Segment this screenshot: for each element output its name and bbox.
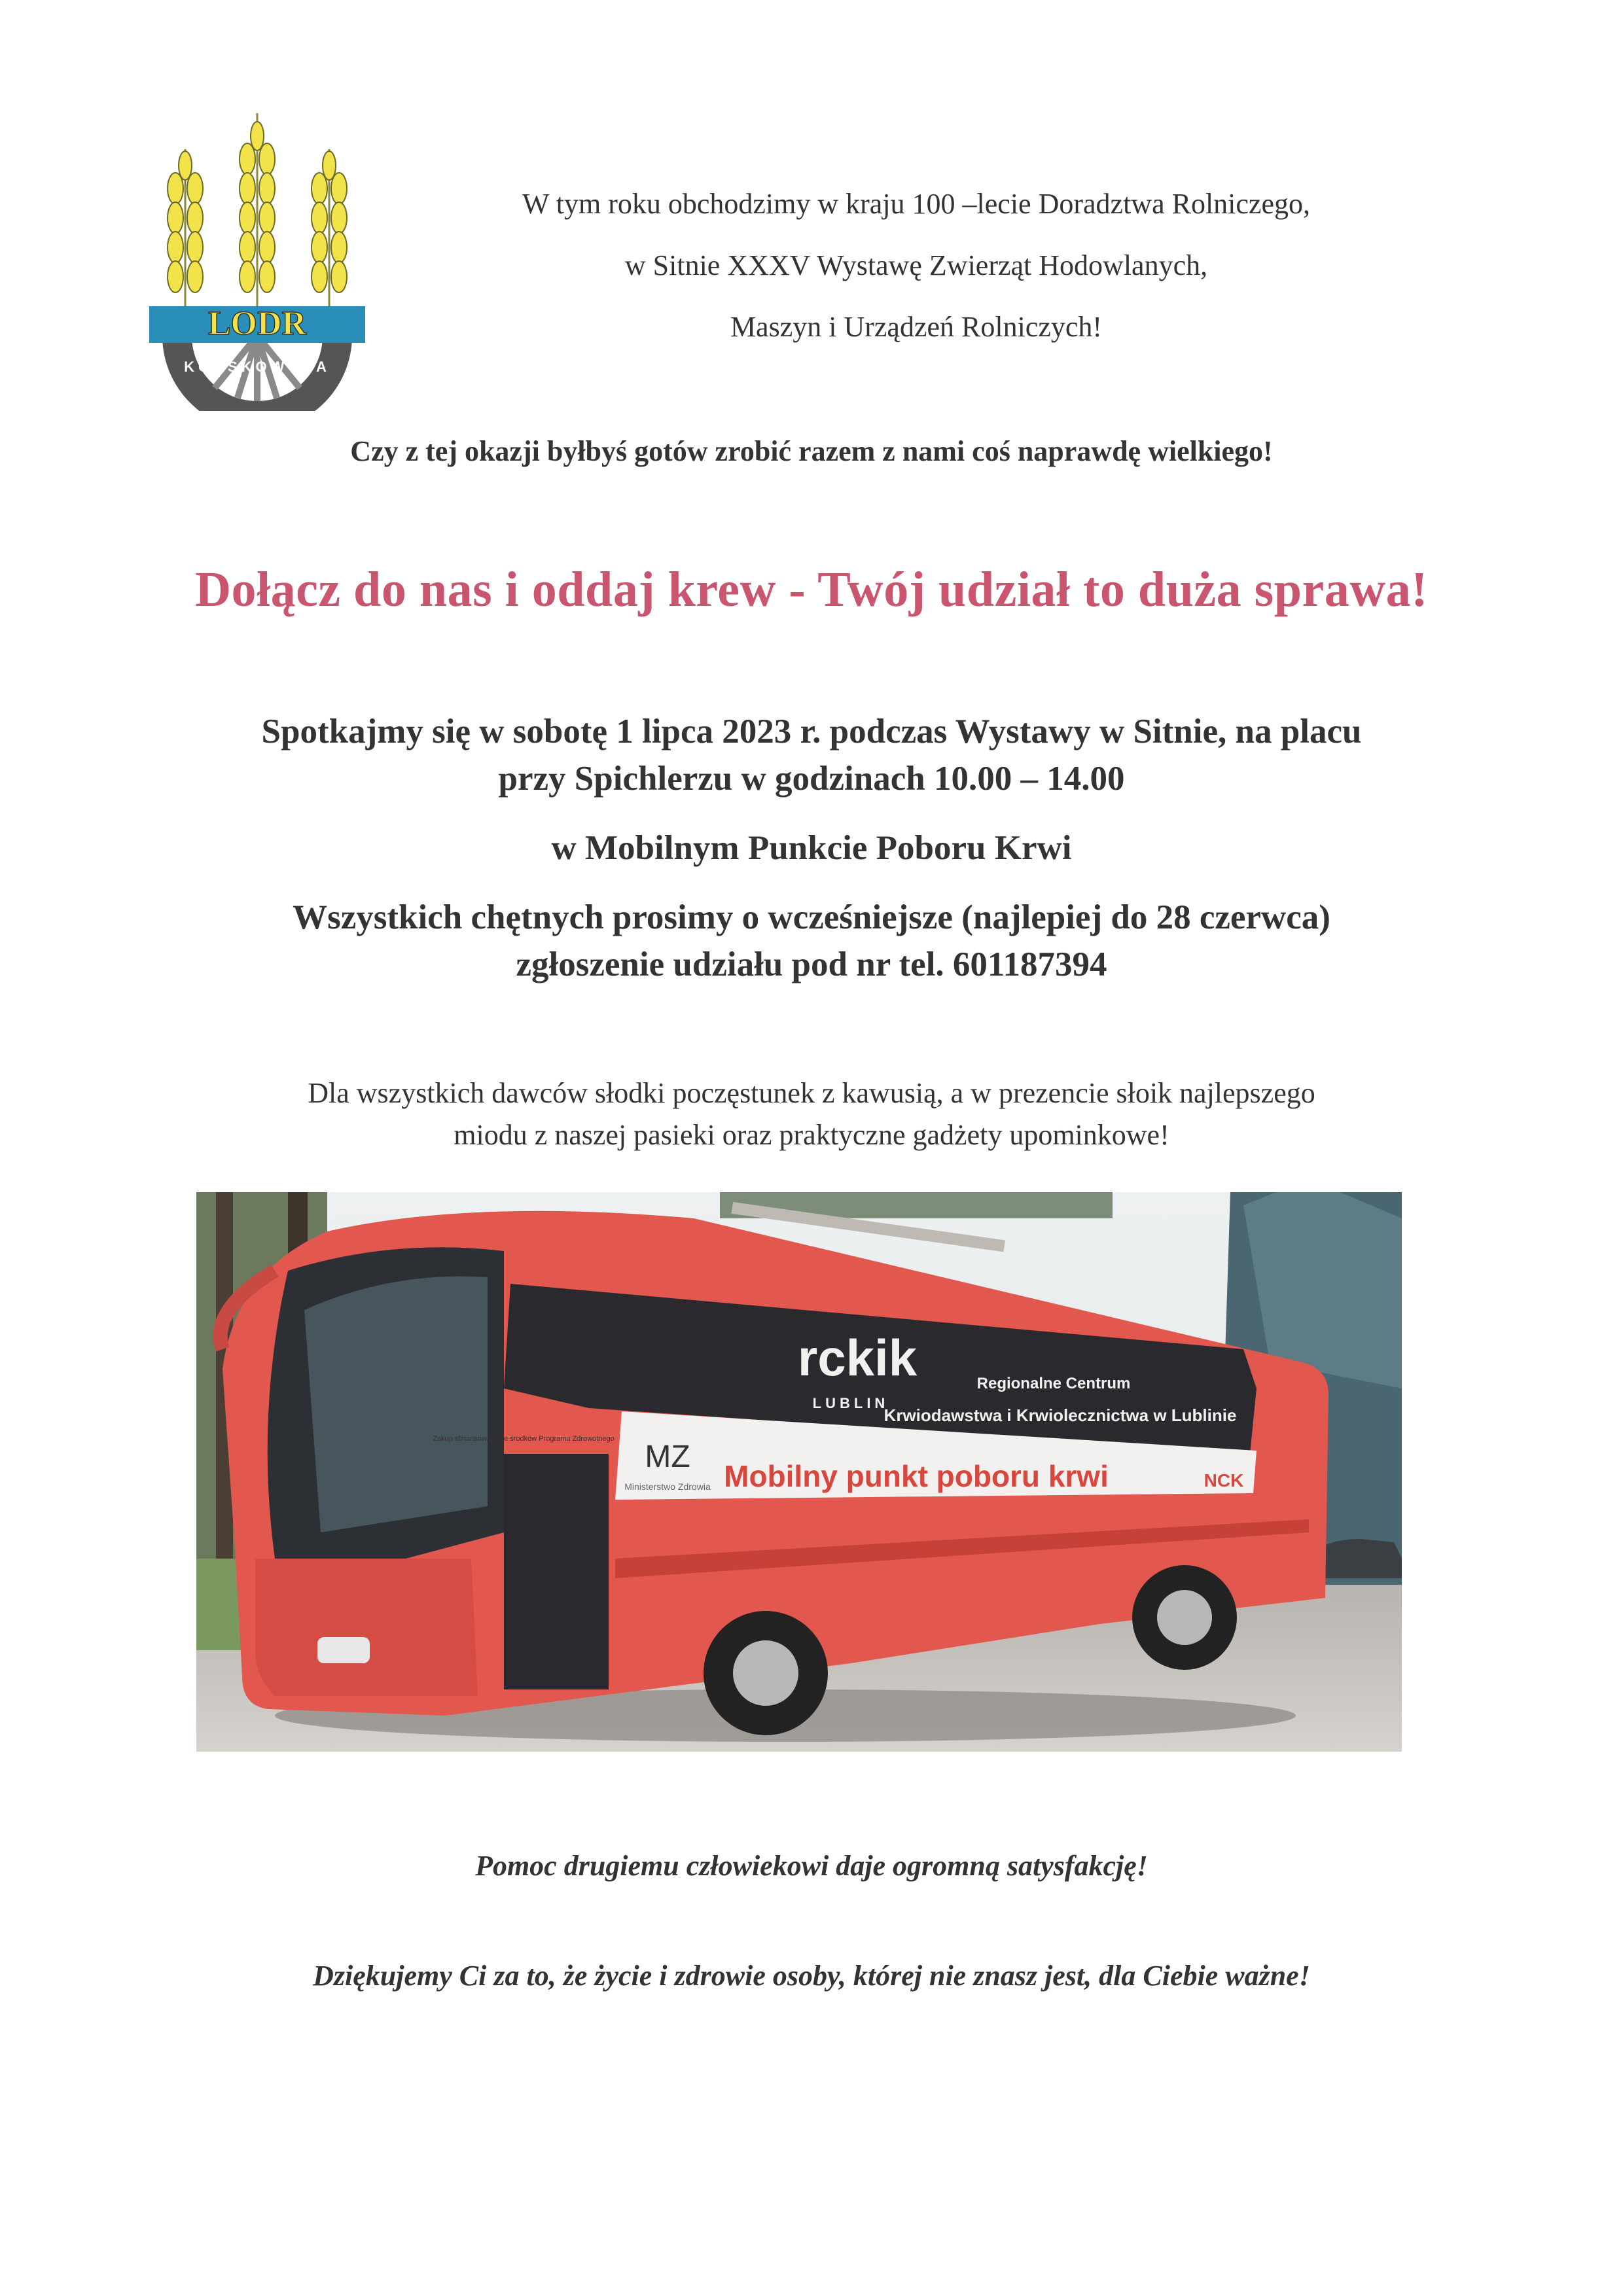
bus-brand: rckik <box>797 1329 918 1386</box>
intro-line-3: Maszyn i Urządzeń Rolniczych! <box>730 311 1103 343</box>
gift-line-2: miodu z naszej pasieki oraz praktyczne gadżety upominkowe! <box>454 1119 1169 1151</box>
headlight <box>317 1637 370 1663</box>
event-line-4: Wszystkich chętnych prosimy o wcześniejsze (najlepiej do 28 czerwca) <box>293 898 1330 936</box>
bus-mobile-label: Mobilny punkt poboru krwi <box>724 1459 1109 1493</box>
gift-line-1: Dla wszystkich dawców słodki poczęstunek z kawusią, a w prezencie słoik najlepszego <box>308 1077 1315 1109</box>
headline: Dołącz do nas i oddaj krew - Twój udział to duża sprawa! <box>195 562 1428 617</box>
wheat-right-icon <box>312 149 347 319</box>
intro-line-1: W tym roku obchodzimy w kraju 100 –lecie Doradztwa Rolniczego, <box>522 188 1310 220</box>
bus-ministry-logo: MZ <box>645 1439 690 1474</box>
closing-line-2: Dziękujemy Ci za to, że życie i zdrowie osoby, której nie znasz jest, dla Ciebie ważne! <box>313 1960 1310 1992</box>
wheat-middle-icon <box>240 113 275 319</box>
closing-line-1: Pomoc drugiemu człowiekowi daje ogromną satysfakcję! <box>475 1850 1148 1882</box>
logo-name: LODR <box>207 305 307 342</box>
question-text: Czy z tej okazji byłbyś gotów zrobić razem z nami coś naprawdę wielkiego! <box>350 435 1273 467</box>
bus-center-line-2: Krwiodawstwa i Krwiolecznictwa w Lublinie <box>883 1405 1237 1425</box>
intro-line-2: w Sitnie XXXV Wystawę Zwierząt Hodowlanych, <box>624 249 1208 281</box>
event-line-2: przy Spichlerzu w godzinach 10.00 – 14.00 <box>498 760 1125 798</box>
bus-center-line-1: Regionalne Centrum <box>976 1375 1131 1392</box>
event-line-1: Spotkajmy się w sobotę 1 lipca 2023 r. podczas Wystawy w Sitnie, na placu <box>261 713 1362 751</box>
bus-photo <box>196 1192 1402 1752</box>
logo-subtitle: KOŃSKOWOLA <box>184 359 330 375</box>
wheat-left-icon <box>168 149 203 319</box>
bus-ministry: Ministerstwo Zdrowia <box>624 1481 711 1492</box>
event-line-5: zgłoszenie udziału pod nr tel. 601187394 <box>516 945 1107 983</box>
bus-nck: NCK <box>1204 1470 1244 1491</box>
bus-city: LUBLIN <box>812 1395 889 1411</box>
bus-funding-note: Zakup sfinansowany ze środków Programu Zdrowotnego <box>433 1435 615 1443</box>
lodr-logo <box>149 110 365 411</box>
event-line-3: w Mobilnym Punkcie Poboru Krwi <box>551 829 1072 867</box>
